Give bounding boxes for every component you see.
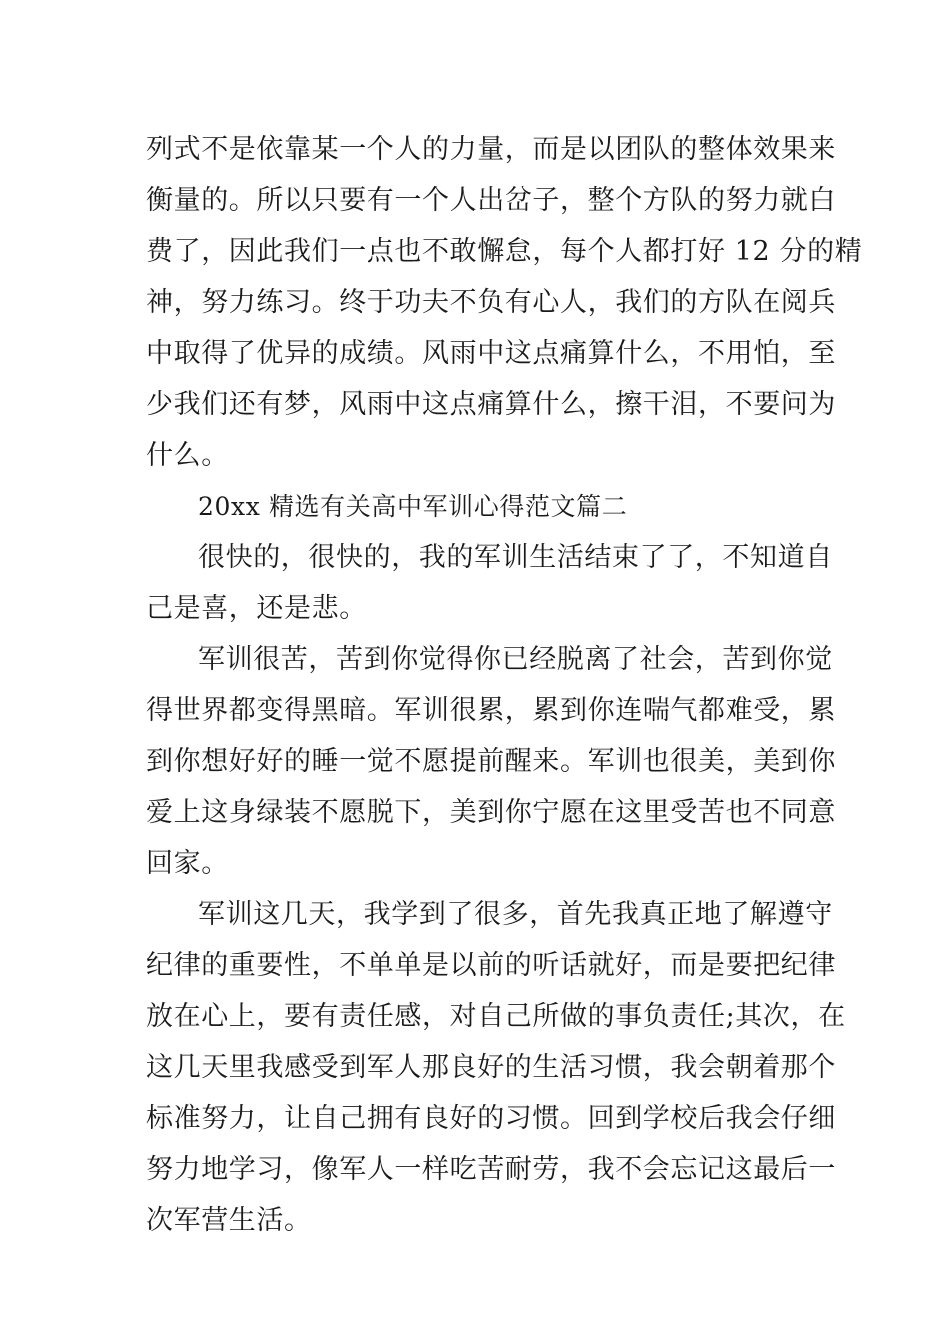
text-line: 得世界都变得黑暗。军训很累，累到你连喘气都难受，累 bbox=[146, 695, 836, 726]
text-line: 列式不是依靠某一个人的力量，而是以团队的整体效果来 bbox=[146, 134, 836, 165]
text-line: 军训这几天，我学到了很多，首先我真正地了解遵守 bbox=[198, 899, 833, 930]
text-line: 爱上这身绿装不愿脱下，美到你宁愿在这里受苦也不同意 bbox=[146, 797, 836, 828]
text-line: 回家。 bbox=[146, 848, 229, 879]
text-line: 中取得了优异的成绩。风雨中这点痛算什么，不用怕，至 bbox=[146, 338, 836, 369]
section-heading: 20xx 精选有关高中军训心得范文篇二 bbox=[198, 492, 628, 521]
text-line: 费了，因此我们一点也不敢懈怠，每个人都打好 12 分的精 bbox=[146, 236, 863, 267]
text-line: 标准努力，让自己拥有良好的习惯。回到学校后我会仔细 bbox=[146, 1103, 836, 1134]
text-line: 这几天里我感受到军人那良好的生活习惯，我会朝着那个 bbox=[146, 1052, 836, 1083]
text-line: 少我们还有梦，风雨中这点痛算什么，擦干泪，不要问为 bbox=[146, 389, 836, 420]
text-line: 次军营生活。 bbox=[146, 1205, 312, 1236]
text-line: 神，努力练习。终于功夫不负有心人，我们的方队在阅兵 bbox=[146, 287, 836, 318]
text-line: 什么。 bbox=[146, 440, 229, 471]
text-line: 军训很苦，苦到你觉得你已经脱离了社会，苦到你觉 bbox=[198, 644, 833, 675]
text-line: 己是喜，还是悲。 bbox=[146, 593, 367, 624]
text-line: 放在心上，要有责任感，对自己所做的事负责任;其次，在 bbox=[146, 1001, 846, 1032]
text-line: 努力地学习，像军人一样吃苦耐劳，我不会忘记这最后一 bbox=[146, 1154, 836, 1185]
text-line: 衡量的。所以只要有一个人出岔子，整个方队的努力就白 bbox=[146, 185, 836, 216]
text-line: 很快的，很快的，我的军训生活结束了了，不知道自 bbox=[198, 542, 833, 573]
text-line: 到你想好好的睡一觉不愿提前醒来。军训也很美，美到你 bbox=[146, 746, 836, 777]
text-line: 纪律的重要性，不单单是以前的听话就好，而是要把纪律 bbox=[146, 950, 836, 981]
